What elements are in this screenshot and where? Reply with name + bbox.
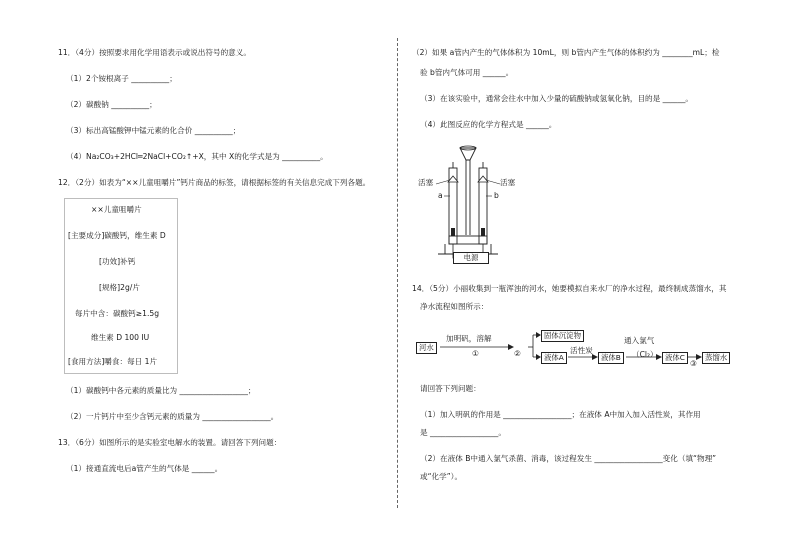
tube-a-label: a <box>438 191 443 200</box>
q12-part1: （1）碳酸钙中各元素的质量比为 __________________； <box>66 386 256 395</box>
label-title: ××儿童咀嚼片 <box>91 205 142 214</box>
q13-part2-line2: 验 b管内气体可用 ______。 <box>420 68 514 77</box>
label-main-ingredients: [主要成分]碳酸钙，维生素 D <box>68 231 166 240</box>
q11-stem: 11．（4分）按照要求用化学用语表示或说出符号的意义。 <box>58 48 251 57</box>
q14-ask: 请回答下列问题： <box>420 384 481 393</box>
q14-part2-line2: 或“化学”）。 <box>420 472 463 481</box>
q14-part1-line1: （1）加入明矾的作用是 __________________；在液体 A中加入加入活性炭，其作用 <box>420 410 701 419</box>
valve-right-label: 活塞 <box>500 178 516 187</box>
q14-stem-line2: 净水流程如图所示： <box>420 302 489 311</box>
q12-part2: （2）一片钙片中至少含钙元素的质量为 __________________。 <box>66 412 279 421</box>
label-vitamin-d: 维生素 D 100 IU <box>91 333 150 342</box>
flow-chlorine-label: 通入氯气 <box>624 336 655 345</box>
flow-step1-number: ① <box>472 349 479 358</box>
flow-distilled-water: 蒸馏水 <box>702 352 730 364</box>
flow-cl2-formula: （Cl₂） <box>632 350 658 359</box>
flow-step2-number: ② <box>514 349 521 358</box>
q13-part2-line1: （2）如果 a管内产生的气体体积为 10mL，则 b管内产生气体的体积约为 ________mL；检 <box>412 48 720 57</box>
label-per-tablet: 每片中含：碳酸钙≥1.5g <box>75 309 160 318</box>
flow-solid-precipitate: 固体沉淀物 <box>541 330 584 342</box>
valve-left-label: 活塞 <box>418 178 434 187</box>
flow-liquid-a: 液体A <box>541 352 567 364</box>
flow-activated-carbon: 活性炭 <box>570 346 593 355</box>
q11-part3: （3）标出高锰酸钾中锰元素的化合价 __________； <box>66 126 241 135</box>
flow-step3-number: ③ <box>690 359 697 368</box>
q13-part3: （3）在该实验中，通常会往水中加入少量的硫酸钠或氢氧化钠，目的是 ______。 <box>420 94 694 103</box>
q13-part1: （1）接通直流电后a管产生的气体是 ______。 <box>66 464 223 473</box>
q11-part1: （1）2个铵根离子 __________； <box>66 74 177 83</box>
label-usage: [食用方法]嚼食：每日 1片 <box>68 357 158 366</box>
q14-stem-line1: 14．（5分）小丽收集到一瓶浑浊的河水，她要模拟自来水厂的净水过程，最终制成蒸馏水，其 <box>412 284 727 293</box>
tube-b-label: b <box>494 191 499 200</box>
q12-stem: 12．（2分）如表为“××儿童咀嚼片”钙片商品的标签，请根据标签的有关信息完成下列各题。 <box>58 178 371 187</box>
flow-step1-label: 加明矾，溶解 <box>446 334 492 343</box>
q14-part1-line2: 是 __________________。 <box>420 428 506 437</box>
flow-river-water: 河水 <box>416 342 437 354</box>
q11-part4: （4）Na₂CO₃+2HCl═2NaCl+CO₂↑+X，其中 X的化学式是为 __________。 <box>66 152 328 161</box>
label-effect: [功效]补钙 <box>99 257 136 266</box>
flow-liquid-c: 液体C <box>662 352 688 364</box>
power-supply: 电源 <box>453 252 489 264</box>
q14-part2-line1: （2）在液体 B中通入氯气杀菌、消毒，该过程发生 __________________变化（填“物理” <box>420 454 717 463</box>
q11-part2: （2）碳酸钠 __________； <box>66 100 157 109</box>
q13-part4: （4）此图反应的化学方程式是 ______。 <box>420 120 557 129</box>
q13-stem: 13．（6分）如图所示的是实验室电解水的装置。请回答下列问题： <box>58 438 282 447</box>
flow-liquid-b: 液体B <box>598 352 624 364</box>
label-spec: [规格]2g/片 <box>99 283 140 292</box>
